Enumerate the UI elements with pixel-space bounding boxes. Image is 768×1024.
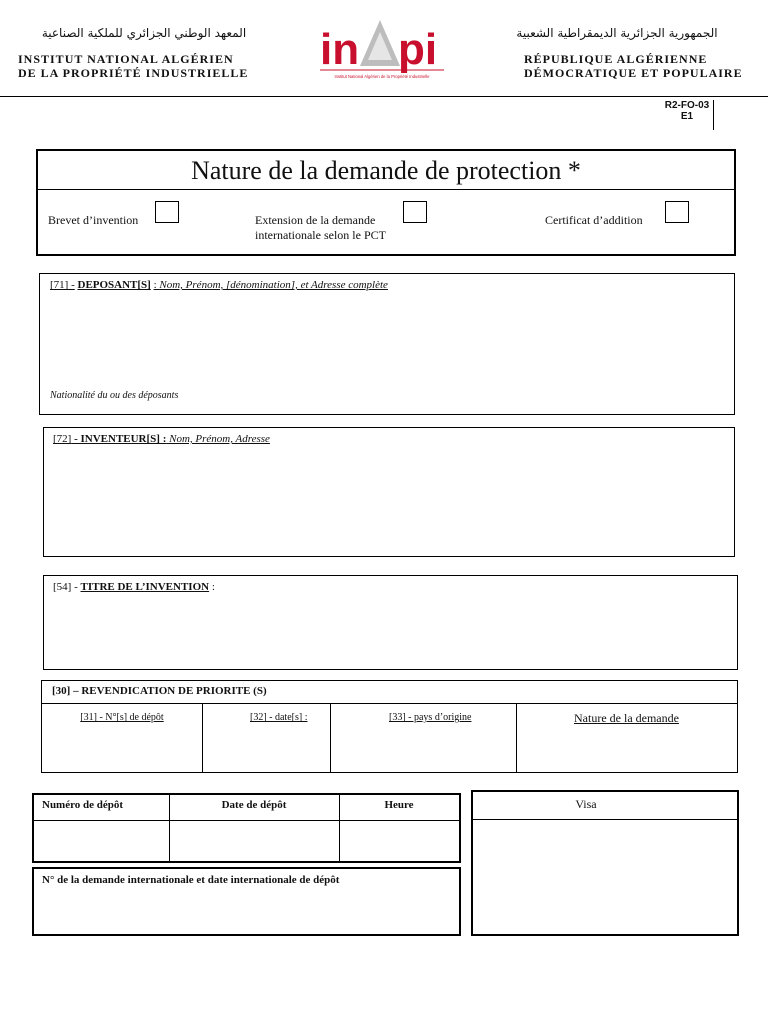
inventeur-input[interactable] (52, 452, 730, 552)
titre-heading (53, 581, 215, 593)
form-ref-code: R2-FO-03 (664, 100, 710, 111)
institute-name-line2: DE LA PROPRIÉTÉ INDUSTRIELLE (18, 66, 249, 80)
inventeur-label: - INVENTEUR[S] : (71, 433, 167, 445)
nationality-label: Nationalité du ou des déposants (50, 390, 179, 401)
deposant-sep: : (153, 279, 160, 291)
priorite-col-date: [32] - date[s] : (250, 712, 308, 723)
deposant-input[interactable] (48, 296, 732, 384)
titre-colon: : (209, 581, 215, 593)
titre-dash: - (71, 581, 81, 593)
option-certificat-checkbox[interactable] (665, 201, 689, 223)
logo-subtitle: Institut National Algérien de la Propriété Industrielle (334, 74, 430, 79)
form-ref-edition: E1 (680, 111, 694, 122)
priorite-header-divider (42, 703, 737, 704)
visa-header-divider (473, 819, 737, 820)
priorite-col-nature: Nature de la demande (574, 711, 679, 725)
nature-title-divider (38, 189, 734, 190)
depot-numero-input[interactable] (38, 824, 169, 860)
priorite-nature-input[interactable] (520, 732, 736, 770)
form-reference (652, 100, 722, 122)
institute-name-line1: INSTITUT NATIONAL ALGÉRIEN (18, 52, 234, 66)
inapi-logo (318, 18, 448, 84)
option-extension-label-line2: internationale selon le PCT (255, 228, 386, 242)
republic-name-line1: RÉPUBLIQUE ALGÉRIENNE (524, 52, 708, 66)
titre-label: TITRE DE L’INVENTION (80, 581, 210, 593)
priorite-date-input[interactable] (206, 732, 330, 770)
logo-text-pi: pi (398, 25, 438, 74)
inventeur-hint: Nom, Prénom, Adresse (166, 433, 270, 445)
option-extension-label (255, 213, 386, 243)
option-extension-label-line1: Extension de la demande (255, 213, 376, 227)
depot-col-heure: Heure (384, 799, 414, 811)
depot-heure-input[interactable] (343, 824, 459, 860)
titre-code: [54] (53, 581, 72, 593)
depot-header-divider (34, 820, 459, 821)
international-label: N° de la demande internationale et date internationale de dépôt (42, 874, 340, 886)
header-separator (0, 96, 768, 97)
deposant-code: [71] - (50, 279, 75, 291)
depot-col-date: Date de dépôt (221, 799, 287, 811)
nature-title: Nature de la demande de protection * (191, 156, 581, 185)
visa-input[interactable] (478, 824, 736, 932)
deposant-heading (50, 279, 388, 291)
inventeur-code: [72] (53, 433, 72, 445)
option-extension-checkbox[interactable] (403, 201, 427, 223)
republic-name-line2: DÉMOCRATIQUE ET POPULAIRE (524, 66, 743, 80)
priorite-col-divider-2 (330, 703, 331, 773)
republic-arabic-name: الجمهورية الجزائرية الديمقراطية الشعبية (516, 26, 718, 40)
option-certificat-label: Certificat d’addition (545, 213, 643, 227)
depot-date-input[interactable] (173, 824, 339, 860)
titre-input[interactable] (52, 600, 734, 666)
deposant-label: DEPOSANT[S] (77, 279, 151, 291)
priorite-col-pays: [33] - pays d’origine (389, 712, 472, 723)
option-brevet-label: Brevet d’invention (48, 213, 139, 227)
option-brevet-checkbox[interactable] (155, 201, 179, 223)
priorite-pays-input[interactable] (334, 732, 516, 770)
ref-divider (713, 100, 714, 130)
international-input[interactable] (40, 892, 458, 934)
inventeur-heading (53, 433, 270, 445)
priorite-col-divider-1 (202, 703, 203, 773)
priorite-heading: [30] – REVENDICATION DE PRIORITE (S) (52, 685, 267, 697)
logo-text-in: in (320, 25, 360, 74)
priorite-col-numero: [31] - N°[s] de dépôt (80, 712, 164, 723)
inapi-logo-graphic (318, 18, 448, 84)
institute-arabic-name: المعهد الوطني الجزائري للملكية الصناعية (41, 26, 247, 40)
priorite-numero-input[interactable] (46, 732, 202, 770)
depot-col-numero: Numéro de dépôt (42, 799, 124, 811)
deposant-hint: Nom, Prénom, [dénomination], et Adresse complète (159, 279, 388, 291)
visa-label: Visa (575, 797, 597, 811)
